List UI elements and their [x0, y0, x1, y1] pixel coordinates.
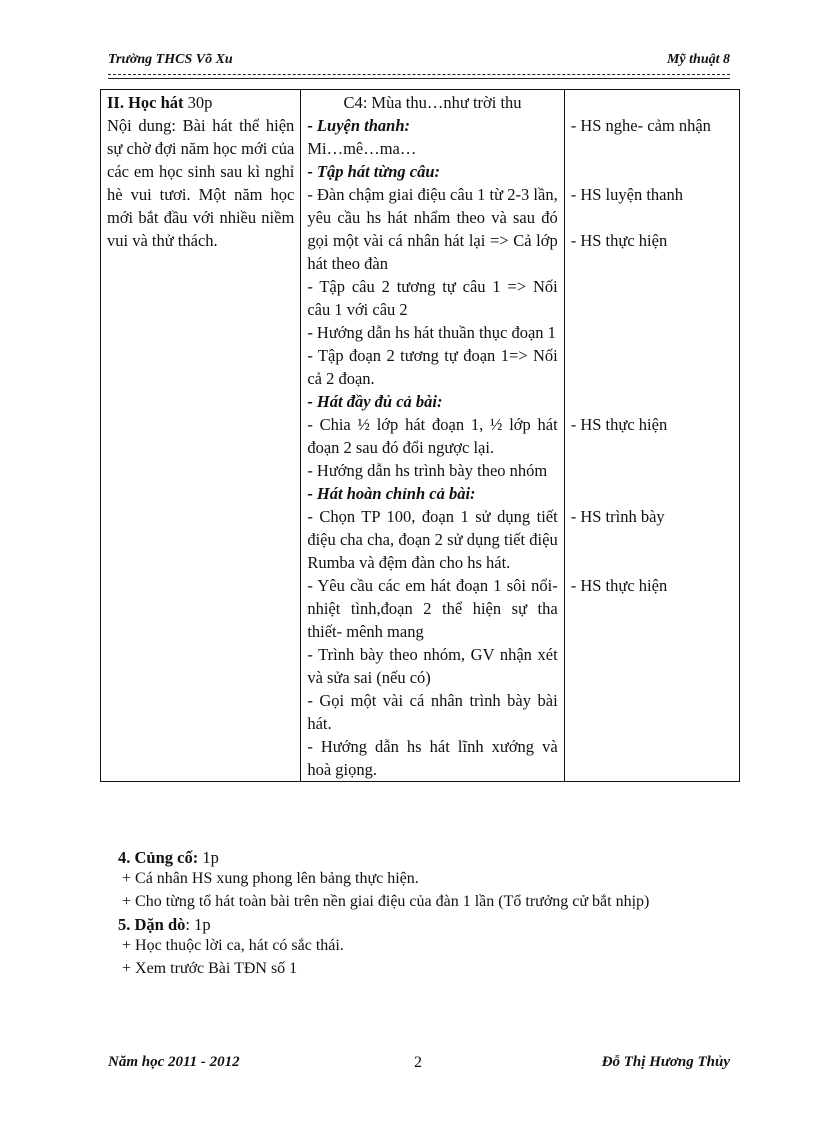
student-activity: - HS thực hiện: [570, 231, 668, 250]
warmup-syllables: Mi…mê…ma…: [307, 139, 417, 158]
warmup-heading: - Luyện thanh:: [307, 116, 410, 135]
homework-heading: 5. Dặn dò: 1p: [118, 915, 211, 934]
activity-text: - Trình bày theo nhóm, GV nhận xét và sửa sai (nếu có): [307, 645, 558, 687]
header-divider: [108, 74, 730, 75]
header-school: Trường THCS Võ Xu: [108, 52, 233, 67]
activity-text: - Đàn chậm giai điệu câu 1 từ 2-3 lần, yêu cầu hs hát nhẩm theo và sau đó gọi một vài cá nhân hát lại => Cả lớp hát theo đàn: [307, 185, 558, 273]
student-activity: - HS luyện thanh: [570, 185, 683, 204]
song-content: Nội dung: Bài hát thể hiện sự chờ đợi năm học mới của các em học sinh sau kì nghỉ hè vui tươi. Một năm học mới bắt đầu với nhiều niềm vui và thử thách.: [107, 116, 295, 250]
consolidation-item: + Cho từng tổ hát toàn bài trên nền giai điệu của đàn 1 lần (Tổ trưởng cử bắt nhịp): [122, 893, 650, 910]
footer-author: Đỗ Thị Hương Thủy: [601, 1054, 730, 1070]
activity-text: - Tập câu 2 tương tự câu 1 => Nối câu 1 với câu 2: [307, 277, 558, 319]
activity-text: - Chọn TP 100, đoạn 1 sử dụng tiết điệu cha cha, đoạn 2 sử dụng tiết điệu Rumba và đệm đàn cho hs hát.: [307, 507, 558, 572]
consolidation-item: + Cá nhân HS xung phong lên bảng thực hiện.: [122, 870, 419, 887]
homework-item: + Xem trước Bài TĐN số 1: [122, 960, 298, 977]
homework-item: + Học thuộc lời ca, hát có sắc thái.: [122, 937, 344, 954]
activity-text: - Hướng dẫn hs hát lĩnh xướng và hoà giọng.: [307, 737, 558, 779]
activity-text: - Chia ½ lớp hát đoạn 1, ½ lớp hát đoạn 2 sau đó đổi ngược lại.: [307, 415, 558, 457]
header-subject: Mỹ thuật 8: [666, 52, 730, 67]
student-activity-column: [564, 90, 739, 782]
student-activity: - HS trình bày: [570, 507, 665, 526]
complete-song-heading: - Hát hoàn chỉnh cả bài:: [307, 484, 476, 503]
lesson-table: [100, 89, 740, 782]
activity-text: - Tập đoạn 2 tương tự đoạn 1=> Nối cả 2 đoạn.: [307, 346, 558, 388]
song-title: C4: Mùa thu…như trời thu: [343, 93, 522, 112]
student-activity: - HS thực hiện: [570, 415, 668, 434]
activity-text: - Yêu cầu các em hát đoạn 1 sôi nổi- nhiệt tình,đoạn 2 thể hiện sự tha thiết- mênh mang: [307, 576, 558, 641]
teacher-activity-column: [301, 90, 564, 782]
student-activity: - HS nghe- cảm nhận: [570, 116, 711, 135]
consolidation-heading: 4. Củng cố: 1p: [118, 848, 219, 867]
phrase-practice-heading: - Tập hát từng câu:: [307, 162, 441, 181]
section-heading: II. Học hát 30p: [107, 93, 213, 112]
activity-text: - Hướng dẫn hs trình bày theo nhóm: [307, 461, 548, 480]
header-underline: [108, 78, 730, 79]
student-activity: - HS thực hiện: [570, 576, 668, 595]
footer-school-year: Năm học 2011 - 2012: [108, 1054, 240, 1070]
page-number: 2: [414, 1054, 422, 1071]
full-song-heading: - Hát đầy đủ cả bài:: [307, 392, 443, 411]
activity-text: - Gọi một vài cá nhân trình bày bài hát.: [307, 691, 558, 733]
content-column: [101, 90, 301, 782]
activity-text: - Hướng dẫn hs hát thuần thục đoạn 1: [307, 323, 556, 342]
